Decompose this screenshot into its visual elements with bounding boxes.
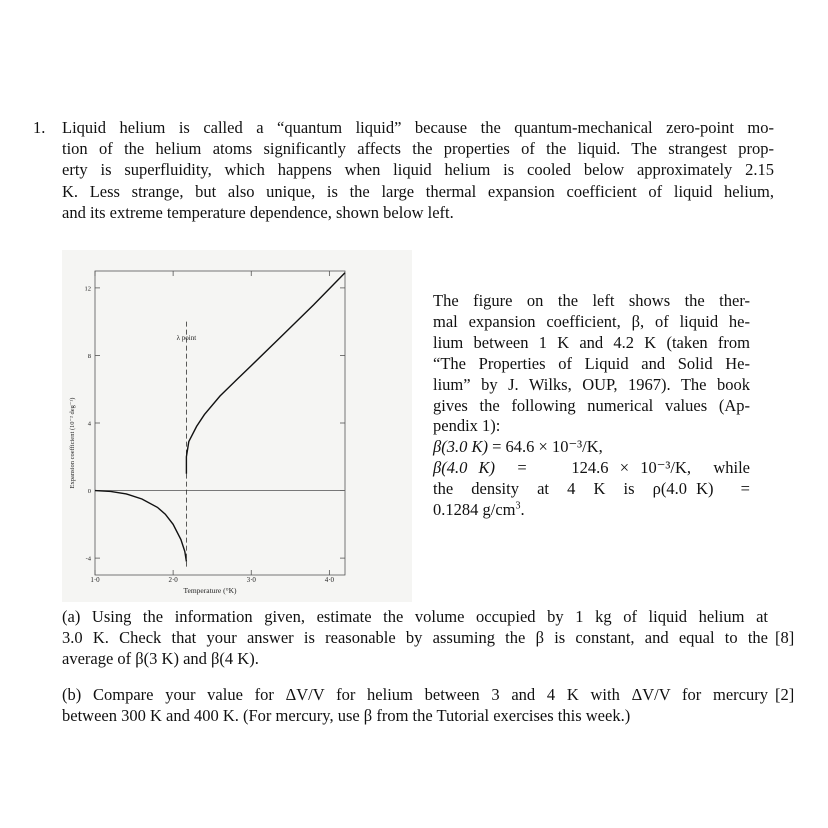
beta-3k-equation (433, 437, 750, 458)
y-axis-label: Expansion coefficient (10⁻² deg⁻¹) (69, 397, 76, 489)
beta-4k-lhs: β(4.0 K) (433, 458, 496, 478)
density-value: 0.1284 $g/cm^3$. (433, 500, 525, 520)
x-tick-label: 1·0 (90, 576, 100, 584)
part-a-line: (a) Using the information given, estimate the volume occupied by 1 kg of liquid helium at (62, 607, 768, 626)
side-line: mal expansion coefficient, β, of liquid he- (433, 311, 750, 331)
x-tick-label: 3·0 (246, 576, 256, 584)
y-tick-label: 8 (87, 352, 91, 360)
part-a-marks: [8] (775, 628, 795, 647)
density-line: the density at 4 K is ρ(4.0 K) = (433, 479, 750, 499)
part-a-line: average of β(3 K) and β(4 K). (62, 649, 259, 668)
x-tick-label: 2·0 (168, 576, 178, 584)
problem-intro (62, 117, 774, 223)
y-tick-label: 4 (87, 420, 91, 428)
intro-line: Liquid helium is called a “quantum liquid” because the quantum-mechanical zero-point mo- (62, 118, 774, 137)
part-b-line: between 300 K and 400 K. (For mercury, use β from the Tutorial exercises this week.) (62, 706, 631, 725)
lambda-point-annotation: λ point (176, 334, 197, 343)
side-line: “The Properties of Liquid and Solid He- (433, 353, 750, 373)
side-line: The figure on the left shows the ther- (433, 291, 750, 310)
part-b (62, 684, 768, 726)
part-a (62, 606, 768, 669)
x-axis-label: Temperature (°K) (183, 586, 237, 595)
x-tick-label: 4·0 (324, 576, 335, 584)
beta-3k-lhs: β(3.0 K) (433, 437, 488, 457)
y-tick-label: -4 (85, 555, 91, 563)
intro-line: and its extreme temperature dependence, shown below left. (62, 202, 454, 222)
y-tick-label: 12 (84, 285, 91, 293)
side-line: gives the following numerical values (Ap- (433, 395, 750, 415)
beta-3k-rhs: = 64.6 × 10⁻³/K, (492, 437, 603, 457)
beta-4k-rhs: = 124.6 × 10⁻³/K, while (517, 458, 750, 478)
part-b-line: (b) Compare your value for ΔV/V for helium between 3 and 4 K with ΔV/V for mercury (62, 685, 768, 704)
beta-4k-equation (433, 458, 750, 479)
part-a-line: 3.0 K. Check that your answer is reasonable by assuming the β is constant, and equal to the (62, 628, 768, 647)
side-line: lium between 1 K and 4.2 K (taken from (433, 332, 750, 352)
problem-number: 1. (33, 118, 46, 137)
expansion-coefficient-figure (62, 250, 412, 602)
expansion-coefficient-chart (62, 250, 412, 602)
intro-line: erty is superfluidity, which happens when liquid helium is cooled below approximately 2.15 (62, 160, 774, 180)
figure-background (62, 250, 412, 602)
y-tick-label: 0 (87, 488, 91, 496)
intro-line: K. Less strange, but also unique, is the large thermal expansion coefficient of liquid helium, (62, 181, 774, 201)
figure-description (433, 291, 750, 521)
side-line: lium” by J. Wilks, OUP, 1967). The book (433, 374, 750, 394)
side-line: pendix 1): (433, 416, 501, 436)
part-b-marks: [2] (775, 685, 795, 704)
intro-line: tion of the helium atoms significantly affects the properties of the liquid. The strangest prop- (62, 139, 774, 159)
